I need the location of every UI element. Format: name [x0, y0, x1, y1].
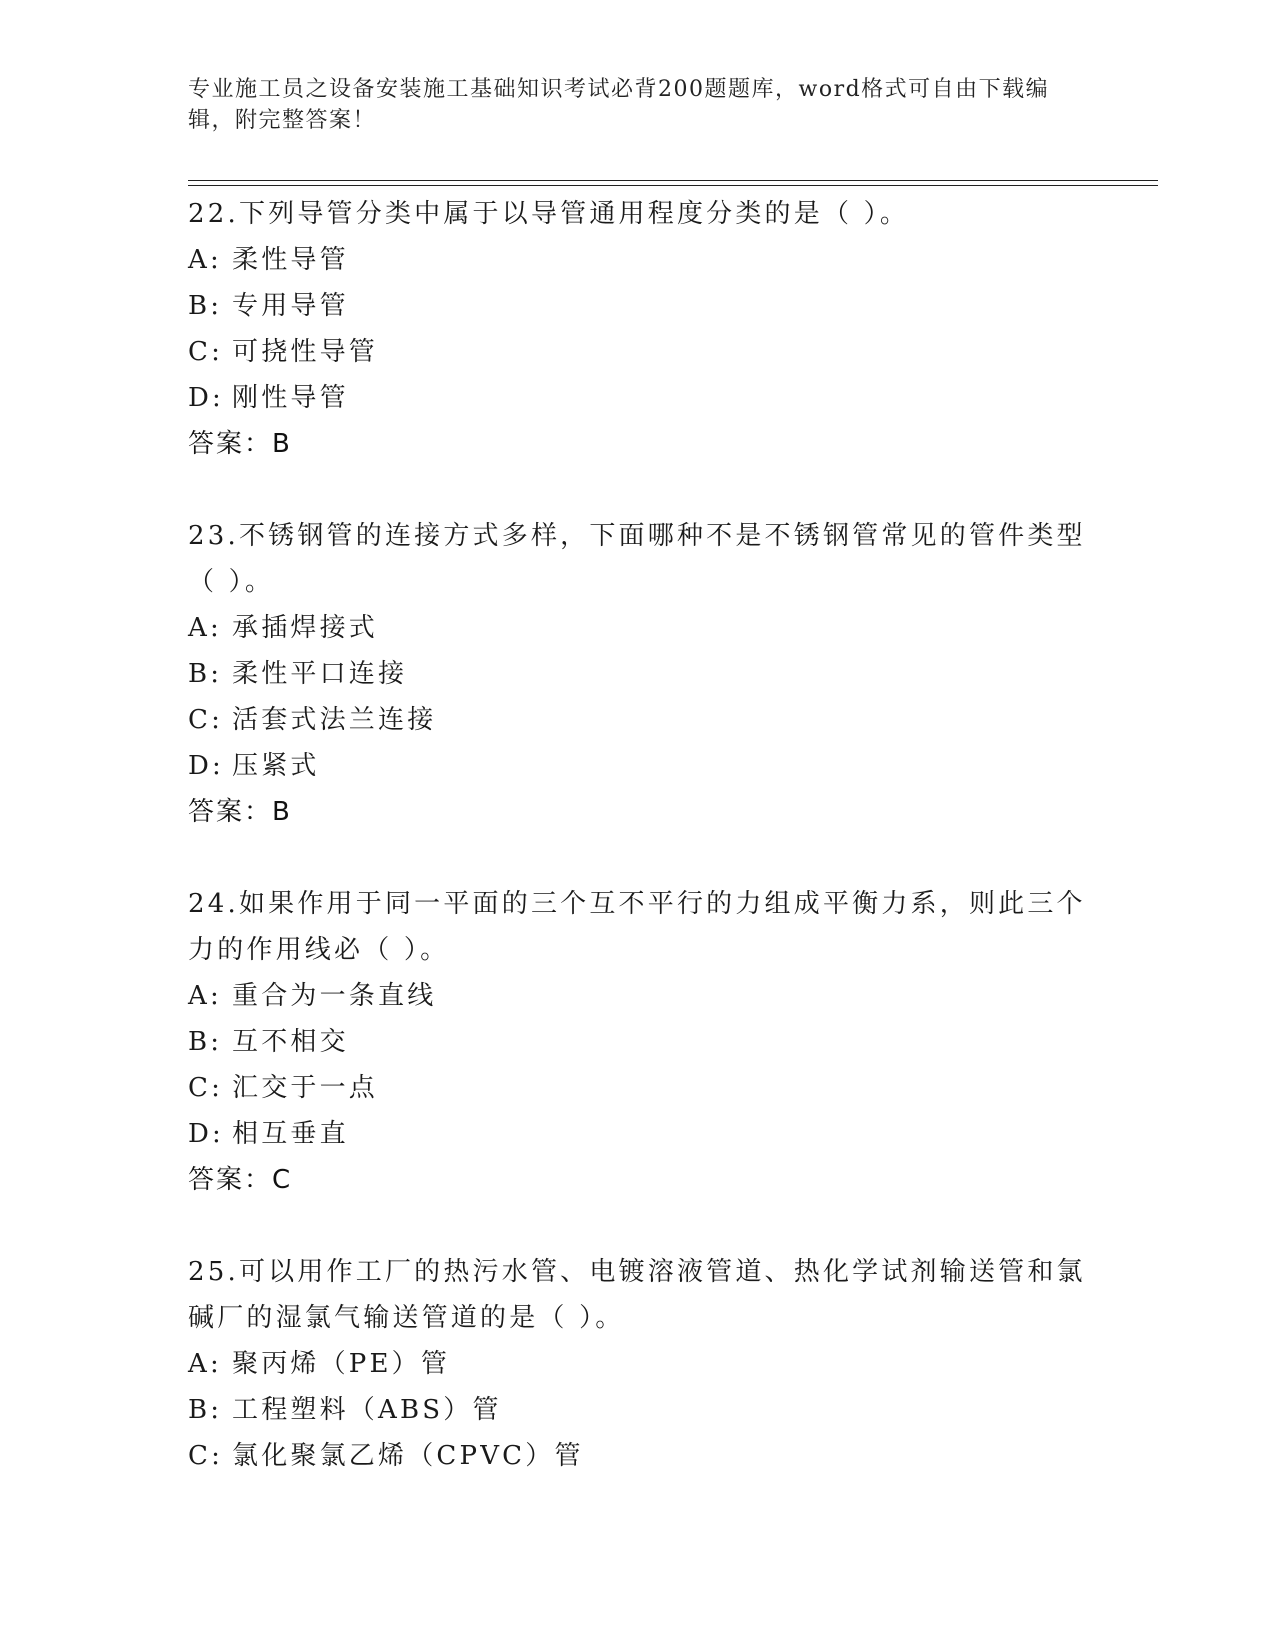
option-letter: A: [188, 613, 222, 643]
option-text: 活套式法兰连接 [232, 705, 437, 735]
option-d [188, 743, 1088, 789]
option-text: 氯化聚氯乙烯（CPVC）管 [232, 1441, 584, 1471]
option-c [188, 697, 1088, 743]
option-letter: C: [188, 1073, 224, 1103]
option-a [188, 973, 1088, 1019]
question-spacer [188, 835, 1088, 881]
option-letter: B: [188, 1395, 223, 1425]
option-letter: D: [188, 751, 225, 781]
option-letter: B: [188, 1027, 223, 1057]
option-letter: B: [188, 291, 223, 321]
question-stem: 23.不锈钢管的连接方式多样，下面哪种不是不锈钢管常见的管件类型（ ）。 [188, 521, 1086, 597]
answer-line: 答案：B [188, 797, 292, 827]
header-divider-bottom [188, 185, 1158, 186]
option-letter: C: [188, 705, 224, 735]
option-text: 承插焊接式 [232, 613, 379, 643]
question-22 [188, 191, 1088, 467]
option-letter: D: [188, 1119, 225, 1149]
option-letter: C: [188, 337, 224, 367]
question-stem: 25.可以用作工厂的热污水管、电镀溶液管道、热化学试剂输送管和氯碱厂的湿氯气输送管道的是（ ）。 [188, 1257, 1086, 1333]
answer-line: 答案：B [188, 429, 292, 459]
option-text: 汇交于一点 [232, 1073, 379, 1103]
option-c [188, 329, 1088, 375]
option-c [188, 1433, 1088, 1479]
question-25 [188, 1249, 1088, 1479]
question-stem: 22.下列导管分类中属于以导管通用程度分类的是（ ）。 [188, 199, 910, 229]
question-stem: 24.如果作用于同一平面的三个互不平行的力组成平衡力系，则此三个力的作用线必（ ）。 [188, 889, 1086, 965]
option-b [188, 651, 1088, 697]
option-d [188, 1111, 1088, 1157]
option-text: 刚性导管 [232, 383, 349, 413]
option-letter: D: [188, 383, 225, 413]
option-text: 柔性平口连接 [232, 659, 408, 689]
option-a [188, 605, 1088, 651]
option-text: 重合为一条直线 [232, 981, 437, 1011]
option-text: 柔性导管 [232, 245, 349, 275]
option-letter: A: [188, 981, 222, 1011]
option-a [188, 1341, 1088, 1387]
option-d [188, 375, 1088, 421]
question-spacer [188, 1203, 1088, 1249]
question-23 [188, 513, 1088, 835]
option-b [188, 283, 1088, 329]
document-header: 专业施工员之设备安装施工基础知识考试必背200题题库，word格式可自由下载编辑，附完整答案！ [188, 77, 1050, 133]
option-b [188, 1387, 1088, 1433]
option-text: 相互垂直 [232, 1119, 349, 1149]
answer-line: 答案：C [188, 1165, 293, 1195]
option-text: 互不相交 [232, 1027, 349, 1057]
option-c [188, 1065, 1088, 1111]
option-letter: B: [188, 659, 223, 689]
question-24 [188, 881, 1088, 1203]
question-spacer [188, 467, 1088, 513]
option-b [188, 1019, 1088, 1065]
option-text: 聚丙烯（PE）管 [232, 1349, 451, 1379]
option-a [188, 237, 1088, 283]
header-divider-top [188, 180, 1158, 181]
option-text: 压紧式 [232, 751, 320, 781]
option-text: 工程塑料（ABS）管 [232, 1395, 502, 1425]
option-text: 可挠性导管 [232, 337, 379, 367]
question-list [188, 191, 1088, 1479]
option-letter: C: [188, 1441, 224, 1471]
option-letter: A: [188, 245, 222, 275]
option-letter: A: [188, 1349, 222, 1379]
option-text: 专用导管 [232, 291, 349, 321]
